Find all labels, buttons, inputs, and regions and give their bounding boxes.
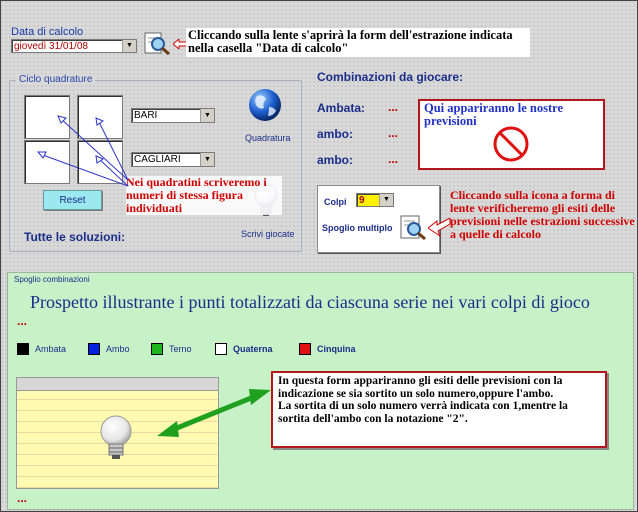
legend-ambata	[17, 343, 66, 355]
legend-label: Terno	[169, 344, 192, 354]
spoglio-multiplo-label: Spoglio multiplo	[322, 223, 393, 233]
ambata-label: Ambata:	[317, 101, 366, 115]
ambata-value: ...	[388, 100, 399, 114]
colpi-value: 9	[359, 195, 365, 206]
ruota2-value: CAGLIARI	[134, 154, 181, 165]
legend-swatch	[88, 343, 100, 355]
quadratini-note: Nei quadratini scriveremo i numeri di stessa figura individuati	[126, 176, 282, 215]
legend-quaterna	[215, 343, 273, 355]
data-calcolo-label: Data di calcolo	[11, 26, 84, 38]
quadratura-label: Quadratura	[245, 133, 291, 143]
arrow-left-icon	[428, 218, 452, 240]
double-arrow-icon	[155, 385, 275, 440]
spoglio-multiplo-button[interactable]	[400, 215, 428, 241]
chevron-down-icon: ▼	[200, 153, 214, 166]
ambo1-value: ...	[388, 126, 399, 140]
lightbulb-icon	[96, 414, 136, 462]
spoglio-title: Spoglio combinazioni	[14, 275, 90, 284]
legend-cinquina	[299, 343, 356, 355]
data-calcolo-hint: Cliccando sulla lente s'aprirà la form dell'estrazione indicata nella casella "Data di calcolo"	[186, 28, 530, 57]
chevron-down-icon: ▼	[200, 109, 214, 122]
spoglio-ellipsis-bottom: ...	[17, 491, 28, 505]
esiti-callout-line1: In questa form appariranno gli esiti delle previsioni con la indicazione se sia sortito un solo numero,oppure l'ambo.	[278, 375, 563, 400]
spoglio-heading: Prospetto illustrante i punti totalizzati da ciascuna serie nei vari colpi di gioco	[30, 292, 590, 312]
magnifier-icon	[400, 215, 428, 241]
ambo2-value: ...	[388, 152, 399, 166]
legend-terno	[151, 343, 192, 355]
esiti-callout	[271, 371, 607, 448]
legend-swatch	[299, 343, 311, 355]
previsioni-callout	[418, 99, 605, 170]
legend-swatch	[151, 343, 163, 355]
data-calcolo-value: giovedì 31/01/08	[14, 41, 88, 52]
scrivi-giocate-label: Scrivi giocate	[241, 229, 295, 239]
legend-label: Quaterna	[233, 344, 273, 354]
legend-label: Ambo	[106, 344, 130, 354]
ambo1-label: ambo:	[317, 127, 353, 141]
colpi-select[interactable]	[356, 193, 394, 207]
ciclo-quadrature-title: Ciclo quadrature	[16, 74, 95, 85]
legend-swatch	[215, 343, 227, 355]
spoglio-note: Cliccando sulla icona a forma di lente verificheremo gli esiti delle previsioni nelle estrazioni successive a quelle di calcolo	[450, 188, 635, 241]
legend-swatch	[17, 343, 29, 355]
legend-label: Cinquina	[317, 344, 356, 354]
legend-label: Ambata	[35, 344, 67, 354]
ambo2-label: ambo:	[317, 153, 353, 167]
spoglio-ellipsis-top: ...	[17, 314, 28, 328]
ruota1-value: BARI	[134, 110, 158, 121]
tutte-soluzioni-label: Tutte le soluzioni:	[24, 230, 126, 244]
legend-ambo	[88, 343, 130, 355]
combinazioni-title: Combinazioni da giocare:	[317, 70, 464, 84]
note-arrows	[0, 0, 300, 250]
reset-button[interactable]: Reset	[43, 190, 102, 210]
colpi-label: Colpi	[324, 197, 347, 207]
chevron-down-icon: ▼	[122, 40, 136, 52]
previsioni-callout-text: Qui appariranno le nostre previsioni	[424, 101, 564, 128]
esiti-callout-line2: La sortita di un solo numero verrà indicata con 1,mentre la sortita dell'ambo con la notazione "2".	[278, 400, 568, 425]
no-entry-icon	[492, 125, 530, 163]
chevron-down-icon: ▼	[379, 194, 393, 206]
